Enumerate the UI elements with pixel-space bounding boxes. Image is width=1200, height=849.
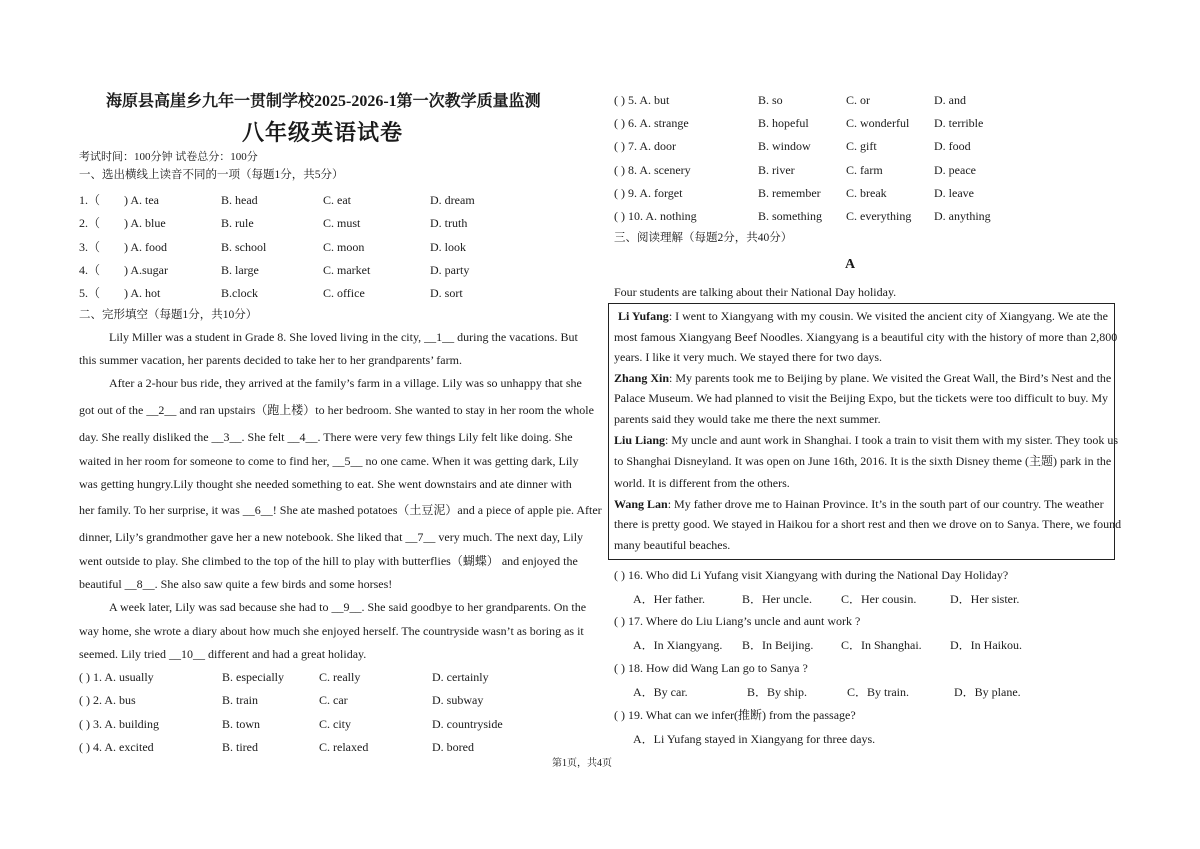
cloze-option-b: B. town [222,716,261,731]
passage-line [614,433,1118,447]
passage-line: way home, she wrote a diary about how much she enjoyed herself. The countryside wasn’t as boring as it [79,624,584,638]
option-a: ) A. tea [124,193,159,207]
section3-heading: 三、阅读理解（每题2分，共40分） [614,232,793,244]
cloze-option-number: ( ) 5. A. but [614,93,670,107]
cloze-option-b: B. so [758,93,783,107]
passage-text: : My uncle and aunt work in Shanghai. I took a train to visit them with my sister. They took us [665,433,1119,447]
question-number: 3.（ [79,239,101,254]
paper-title: 八年级英语试卷 [242,120,404,145]
cloze-option-c: C. relaxed [319,739,369,754]
cloze-option-number: ( ) 8. A. scenery [614,162,691,177]
cloze-option-b: B. hopeful [758,116,809,131]
answer-option: B．In Beijing. [742,638,814,652]
answer-option: C．Her cousin. [841,592,917,606]
question-stem: ( ) 17. Where do Liu Liang’s uncle and aunt work ? [614,614,861,628]
passage-line [614,391,1108,405]
cloze-option-c: C. break [846,185,887,200]
option-b: B. school [221,239,267,254]
cloze-option-b: B. window [758,139,811,154]
cloze-option-c: C. gift [846,139,877,154]
cloze-option-c: C. wonderful [846,116,910,131]
passage-line: waited in her room for someone to come to find her, __5__ no one came. When it was getting dark, Lily [79,454,579,468]
passage-line: went outside to play. She climbed to the top of the hill to play with butterflies（蝴蝶） and enjoyed the [79,554,578,568]
cloze-option-b: B. especially [222,670,284,684]
passage-line [614,412,881,426]
passage-text: most famous Xiangyang Beef Noodles. Xiangyang is a beautiful city with the history of more than 2,800 [614,330,1118,344]
cloze-option-d: D. subway [432,693,484,708]
speaker-name: Zhang Xin [614,371,670,385]
passage-line: Lily Miller was a student in Grade 8. She loved living in the city, __1__ during the vacations. But [109,330,578,344]
speaker-name: Li Yufang [618,309,669,323]
cloze-option-b: B. something [758,209,823,223]
passage-text: : My parents took me to Beijing by plane. We visited the Great Wall, the Bird’s Nest and the [669,371,1112,385]
cloze-option-c: C. really [319,670,361,684]
cloze-option-number: ( ) 6. A. strange [614,116,689,131]
cloze-option-c: C. or [846,93,870,107]
cloze-option-d: D. countryside [432,716,503,731]
cloze-option-number: ( ) 10. A. nothing [614,209,697,223]
passage-line [614,538,730,552]
passage-text: parents said they would take me there the next summer. [614,412,881,426]
cloze-option-number: ( ) 9. A. forget [614,185,683,200]
section2-heading: 二、完形填空（每题1分，共10分） [79,309,258,321]
question-number: 2.（ [79,216,101,231]
answer-option: C．In Shanghai. [841,638,922,652]
answer-option: B．Her uncle. [742,592,812,606]
passage-line: got out of the __2__ and ran upstairs（跑上楼）to her bedroom. She wanted to stay in her room the whole [79,403,594,417]
passage-text: : My father drove me to Hainan Province. It’s in the south part of our country. The weather [667,497,1104,511]
passage-line [614,517,1121,531]
cloze-option-d: D. and [934,93,966,107]
section1-heading: 一、选出横线上读音不同的一项（每题1分，共5分） [79,169,344,181]
cloze-option-b: B. river [758,162,795,177]
cloze-option-c: C. city [319,716,351,731]
page-number: 第1页，共4页 [552,758,612,769]
speaker-name: Liu Liang [614,433,666,447]
option-b: B. head [221,193,258,207]
answer-option: D．By plane. [954,685,1021,699]
passage-line: dinner, Lily’s grandmother gave her a new notebook. She liked that __7__ very much. The next day, Lily [79,530,584,544]
passage-line [618,309,1108,323]
option-a: ) A. blue [124,216,166,231]
passage-line [614,497,1104,511]
answer-option: B．By ship. [747,685,808,699]
cloze-option-number: ( ) 2. A. bus [79,693,136,708]
passage-line: day. She really disliked the __3__. She felt __4__. There were very few things Lily felt like doing. She [79,430,573,444]
option-c: C. moon [323,239,365,254]
cloze-option-d: D. leave [934,185,974,200]
cloze-option-number: ( ) 4. A. excited [79,739,154,754]
cloze-option-number: ( ) 1. A. usually [79,670,154,684]
passage-line: was getting hungry.Lily thought she needed something to eat. She went downstairs and ate dinner with [79,477,572,491]
speaker-name: Wang Lan [614,497,668,511]
cloze-option-d: D. peace [934,162,976,177]
passage-text: : I went to Xiangyang with my cousin. We visited the ancient city of Xiangyang. We ate the [668,309,1108,323]
passage-line: beautiful __8__. She also saw quite a few birds and some horses! [79,577,393,591]
answer-option: C．By train. [847,685,909,699]
cloze-option-number: ( ) 3. A. building [79,716,159,731]
passage-line [614,330,1117,344]
passage-line [614,476,790,490]
answer-option: D．In Haikou. [950,638,1022,652]
option-d: D. dream [430,193,475,207]
option-b: B.clock [221,286,258,301]
exam-info: 考试时间：100分钟 试卷总分：100分 [79,151,258,163]
answer-option: D．Her sister. [950,592,1020,606]
option-a: ) A.sugar [124,262,168,277]
cloze-option-b: B. train [222,693,258,708]
cloze-option-c: C. everything [846,209,912,223]
cloze-option-d: D. food [934,139,971,154]
question-stem: ( ) 16. Who did Li Yufang visit Xiangyang with during the National Day Holiday? [614,568,1009,582]
school-title: 海原县高崖乡九年一贯制学校2025-2026-1第一次教学质量监测 [106,93,541,110]
passage-text: to Shanghai Disneyland. It was open on June 16th, 2016. It is the sixth Disney theme (主题) park in the [614,454,1112,468]
cloze-option-c: C. farm [846,162,883,177]
passage-line [614,350,882,364]
passage-text: years. I like it very much. We stayed there for two days. [614,350,883,364]
passage-line: her family. To her surprise, it was __6__! She ate mashed potatoes（土豆泥）and a piece of apple pie. After [79,503,602,517]
option-b: B. large [221,262,259,277]
cloze-option-b: B. tired [222,739,258,754]
answer-option: A．Li Yufang stayed in Xiangyang for three days. [633,732,876,746]
answer-option: A．By car. [633,685,688,699]
answer-option: A．In Xiangyang. [633,638,723,652]
cloze-option-number: ( ) 7. A. door [614,139,676,154]
option-a: ) A. hot [124,286,161,301]
question-number: 1.（ [79,193,101,207]
passage-text: Palace Museum. We had planned to visit the Beijing Expo, but the tickets were too difficult to buy. My [614,391,1109,405]
cloze-option-d: D. terrible [934,116,984,131]
option-a: ) A. food [124,239,167,254]
passage-line [614,454,1111,468]
option-c: C. market [323,262,371,277]
passage-line: After a 2-hour bus ride, they arrived at the family’s farm in a village. Lily was so unhappy that she [109,376,582,390]
passage-line: A week later, Lily was sad because she had to __9__. She said goodbye to her grandparents. On the [109,600,587,614]
passage-text: there is pretty good. We stayed in Haikou for a short rest and then we drove on to Sanya. There, we found [614,517,1122,531]
passage-text: many beautiful beaches. [614,538,731,552]
question-number: 5.（ [79,286,101,301]
question-stem: ( ) 18. How did Wang Lan go to Sanya ? [614,661,808,675]
cloze-option-d: D. anything [934,209,991,223]
cloze-option-b: B. remember [758,185,821,200]
cloze-option-c: C. car [319,693,348,708]
reading-part-label: A [845,257,856,272]
passage-text: world. It is different from the others. [614,476,790,490]
passage-line [614,371,1111,385]
cloze-option-d: D. bored [432,739,474,754]
question-stem: ( ) 19. What can we infer(推断) from the passage? [614,708,856,722]
option-c: C. office [323,286,365,301]
question-number: 4.（ [79,262,101,277]
option-c: C. must [323,216,361,231]
option-d: D. truth [430,216,468,231]
option-d: D. look [430,239,466,254]
option-d: D. sort [430,286,463,301]
answer-option: A．Her father. [633,592,705,606]
reading-intro: Four students are talking about their National Day holiday. [614,285,897,299]
cloze-option-d: D. certainly [432,670,489,684]
passage-line: this summer vacation, her parents decided to take her to her grandparents’ farm. [79,353,462,367]
option-c: C. eat [323,193,351,207]
passage-line: seemed. Lily tried __10__ different and had a great holiday. [79,647,367,661]
option-b: B. rule [221,216,254,231]
option-d: D. party [430,262,470,277]
